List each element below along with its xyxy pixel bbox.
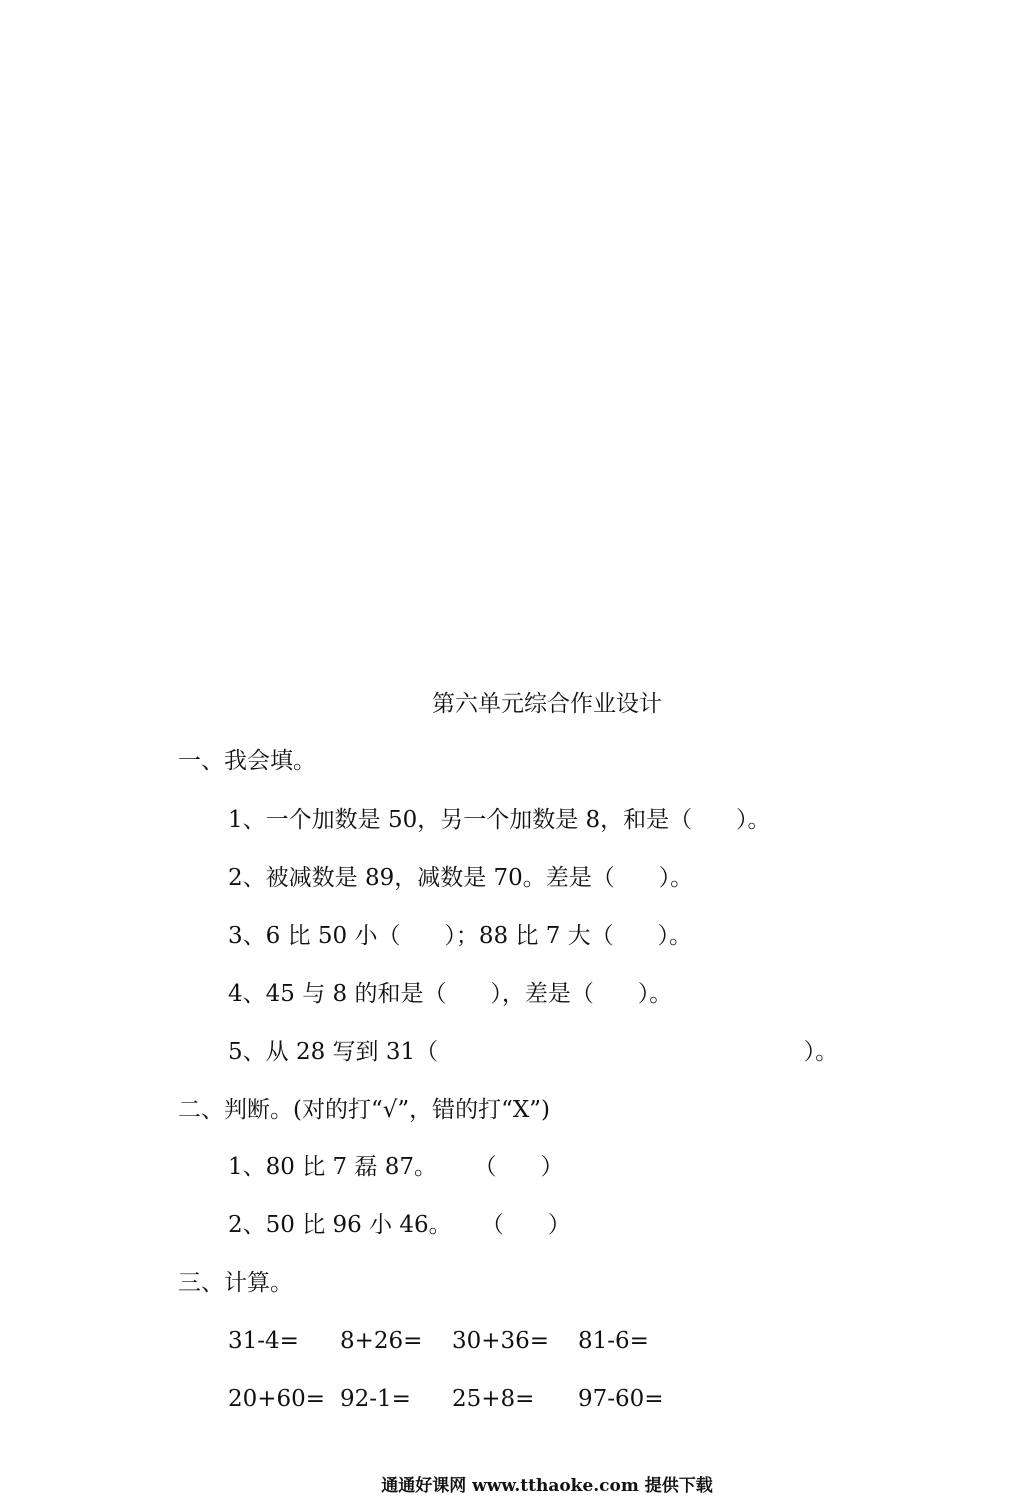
calc-problem: 30+36= <box>452 1328 550 1354</box>
fill-item-4: 4、45 与 8 的和是（ ），差是（ ）。 <box>228 981 673 1007</box>
calc-problem: 20+60= <box>228 1386 326 1412</box>
section-1-heading: 一、我会填。 <box>178 748 316 774</box>
calc-problem: 92-1= <box>340 1386 411 1412</box>
fill-item-5: 5、从 28 写到 31（ ）。 <box>228 1039 839 1065</box>
fill-item-1: 1、一个加数是 50，另一个加数是 8，和是（ ）。 <box>228 807 771 833</box>
document-title: 第六单元综合作业设计 <box>432 691 662 717</box>
section-3-heading: 三、计算。 <box>178 1270 293 1296</box>
judge-item-1: 1、80 比 7 磊 87。 （ ） <box>228 1154 564 1180</box>
calc-problem: 25+8= <box>452 1386 535 1412</box>
calc-problem: 97-60= <box>578 1386 664 1412</box>
calc-problem: 8+26= <box>340 1328 423 1354</box>
fill-item-2: 2、被减数是 89，减数是 70。差是（ ）。 <box>228 865 694 891</box>
judge-item-2: 2、50 比 96 小 46。 （ ） <box>228 1212 571 1238</box>
calc-problem: 81-6= <box>578 1328 649 1354</box>
page-footer: 通通好课网 www.tthaoke.com 提供下载 <box>381 1476 713 1496</box>
section-2-heading: 二、判断。(对的打“√”，错的打“X”) <box>178 1097 551 1123</box>
fill-item-3: 3、6 比 50 小（ ）；88 比 7 大（ ）。 <box>228 923 693 949</box>
calc-problem: 31-4= <box>228 1328 299 1354</box>
